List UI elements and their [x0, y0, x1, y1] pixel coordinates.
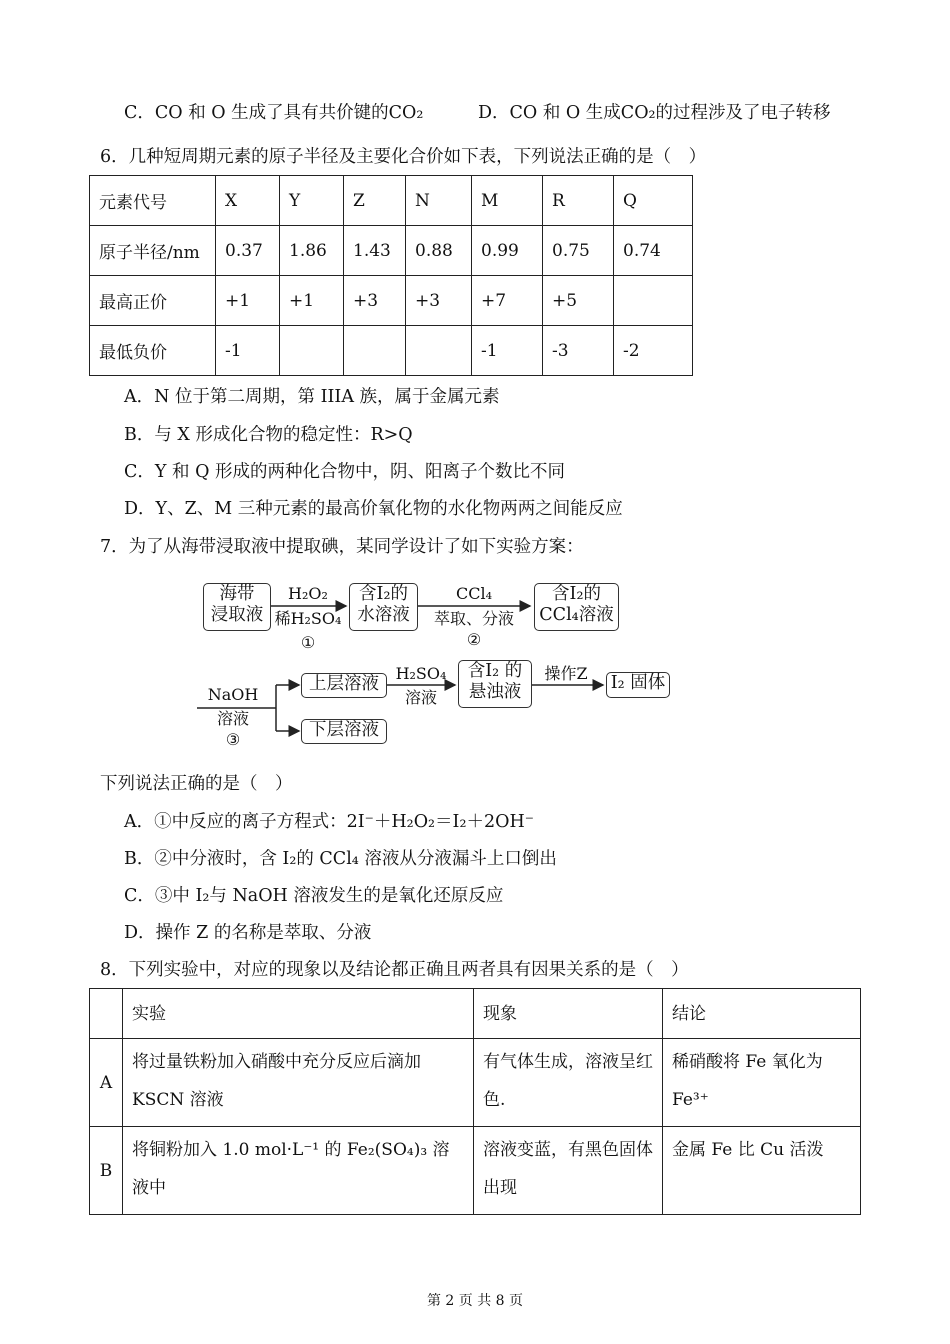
box-line: CCl₄溶液	[539, 605, 614, 625]
table-cell: +1	[280, 276, 344, 326]
table-row	[90, 989, 861, 1039]
box-line: 海带	[219, 584, 255, 604]
table-cell: 溶液变蓝，有黑色固体出现	[474, 1127, 663, 1215]
box-kelp-extract	[203, 583, 271, 631]
table-cell: Q	[614, 176, 693, 226]
table-cell: X	[216, 176, 280, 226]
table-cell: 现象	[474, 989, 663, 1039]
table-cell: 最高正价	[90, 276, 216, 326]
box-ccl4-i2	[534, 583, 619, 631]
table-cell: -1	[216, 326, 280, 376]
arrow1-step-number: ①	[300, 633, 316, 652]
table-cell: 金属 Fe 比 Cu 活泼	[663, 1127, 861, 1215]
table-cell: Y	[280, 176, 344, 226]
q6-option-a: A．N 位于第二周期，第 IIIA 族，属于金属元素	[124, 387, 500, 407]
arrow3-bottom-label: 溶液	[404, 688, 437, 707]
q6-option-d: D．Y、Z、M 三种元素的最高价氧化物的水化物两两之间能反应	[124, 499, 623, 519]
table-cell: 结论	[663, 989, 861, 1039]
table-cell: 0.88	[406, 226, 472, 276]
arrow2-top-label: CCl₄	[455, 584, 492, 603]
box-line: 含I₂ 的	[467, 661, 523, 681]
table-cell: 有气体生成，溶液呈红色.	[474, 1039, 663, 1127]
naoh-label: NaOH	[207, 685, 259, 704]
table-cell: +3	[406, 276, 472, 326]
table-cell: 1.86	[280, 226, 344, 276]
table-row	[90, 1039, 861, 1127]
q6-stem: 6．几种短周期元素的原子半径及主要化合价如下表，下列说法正确的是（ ）	[100, 147, 707, 167]
table-cell: R	[543, 176, 614, 226]
table-cell: 将过量铁粉加入硝酸中充分反应后滴加KSCN 溶液	[123, 1039, 474, 1127]
table-cell: +5	[543, 276, 614, 326]
table-cell: N	[406, 176, 472, 226]
box-lower-layer: 下层溶液	[301, 719, 387, 744]
arrow3-top-label: H₂SO₄	[395, 664, 447, 683]
box-line: 水溶液	[357, 605, 410, 625]
q7-option-d: D．操作 Z 的名称是萃取、分液	[124, 923, 372, 943]
table-cell: 实验	[123, 989, 474, 1039]
table-cell: Z	[344, 176, 406, 226]
table-cell: A	[90, 1039, 123, 1127]
box-line: 浸取液	[210, 605, 264, 625]
q7-option-c: C．③中 I₂与 NaOH 溶液发生的是氧化还原反应	[124, 886, 504, 906]
naoh-step-number: ③	[225, 730, 241, 749]
table-cell: 1.43	[344, 226, 406, 276]
table-cell: -3	[543, 326, 614, 376]
q8-table	[89, 988, 861, 1215]
q6-option-b: B．与 X 形成化合物的稳定性：R>Q	[124, 425, 413, 445]
q6-option-c: C．Y 和 Q 形成的两种化合物中，阴、阳离子个数比不同	[124, 462, 565, 482]
table-cell: +7	[472, 276, 543, 326]
q7-option-a: A．①中反应的离子方程式：2I⁻＋H₂O₂＝I₂＋2OH⁻	[124, 812, 534, 832]
table-cell: 元素代号	[90, 176, 216, 226]
table-cell: +1	[216, 276, 280, 326]
box-line: 含I₂的	[552, 584, 601, 604]
arrow1-bottom-label: 稀H₂SO₄	[274, 609, 342, 628]
q5-option-d: D．CO 和 O 生成CO₂的过程涉及了电子转移	[478, 103, 831, 123]
table-cell: M	[472, 176, 543, 226]
box-upper-layer: 上层溶液	[301, 673, 387, 698]
q7-stem: 7．为了从海带浸取液中提取碘，某同学设计了如下实验方案：	[100, 537, 584, 557]
table-cell: 0.37	[216, 226, 280, 276]
table-cell: 最低负价	[90, 326, 216, 376]
table-cell: 将铜粉加入 1.0 mol·L⁻¹ 的 Fe₂(SO₄)₃ 溶液中	[123, 1127, 474, 1215]
table-cell: 0.75	[543, 226, 614, 276]
table-cell: -1	[472, 326, 543, 376]
page-footer: 第 2 页 共 8 页	[426, 1293, 524, 1309]
arrow2-step-number: ②	[466, 630, 482, 649]
table-cell: 0.99	[472, 226, 543, 276]
table-cell: B	[90, 1127, 123, 1215]
box-line: 悬浊液	[468, 682, 522, 702]
table-cell	[90, 989, 123, 1039]
box-line: 含I₂的	[359, 584, 408, 604]
arrow1-top-label: H₂O₂	[288, 584, 328, 603]
q5-option-c: C．CO 和 O 生成了具有共价键的CO₂	[124, 103, 424, 123]
arrow4-top-label: 操作Z	[544, 664, 588, 683]
table-cell: 0.74	[614, 226, 693, 276]
table-cell: 稀硝酸将 Fe 氧化为Fe³⁺	[663, 1039, 861, 1127]
q7-sub-stem: 下列说法正确的是（ ）	[100, 774, 293, 794]
q8-stem: 8．下列实验中，对应的现象以及结论都正确且两者具有因果关系的是（ ）	[100, 960, 689, 980]
box-suspension	[458, 660, 532, 708]
table-cell: 原子半径/nm	[90, 226, 216, 276]
box-aqueous-i2	[349, 583, 418, 631]
q7-option-b: B．②中分液时，含 I₂的 CCl₄ 溶液从分液漏斗上口倒出	[124, 849, 557, 869]
naoh-solution-label: 溶液	[216, 709, 249, 728]
box-iodine-solid: I₂ 固体	[606, 672, 670, 698]
table-cell: -2	[614, 326, 693, 376]
table-cell: +3	[344, 276, 406, 326]
arrow2-bottom-label: 萃取、分液	[433, 609, 514, 628]
table-row	[90, 1127, 861, 1215]
